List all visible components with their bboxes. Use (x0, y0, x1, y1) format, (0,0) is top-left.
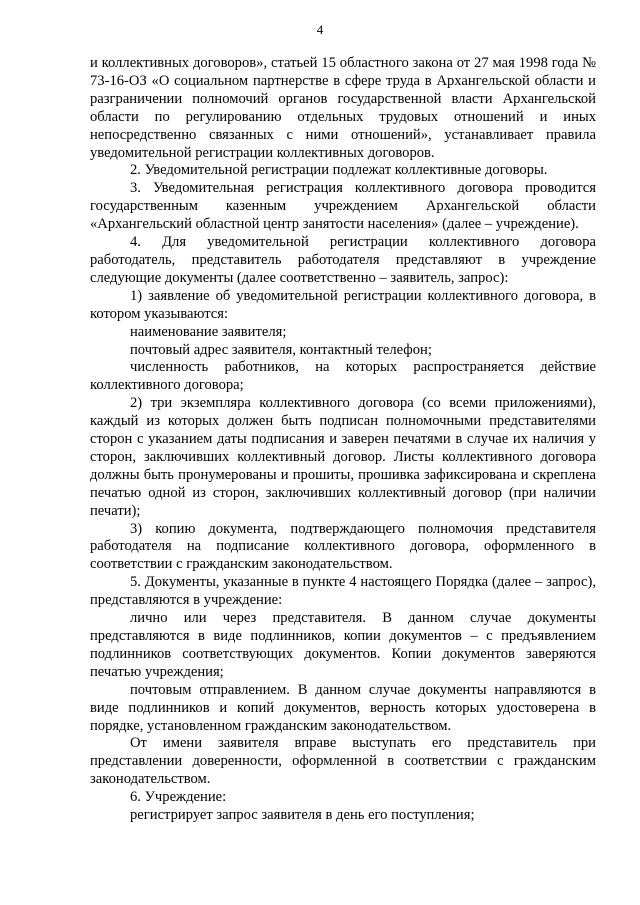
paragraph-continuation: и коллективных договоров», статьей 15 областного закона от 27 мая 1998 года № 73-16-ОЗ «О социальном партнерстве в сфере труда в Архангельской области и разграничении полномочий органов государственной власти Архангельской области по регулированию отдельных трудовых отношений и иных непосредственно связанных с ними отношений», устанавливает правила уведомительной регистрации коллективных договоров. (90, 55, 596, 161)
paragraph-item-5: 5. Документы, указанные в пункте 4 настоящего Порядка (далее – запрос), представляются в учреждение: (90, 574, 596, 609)
paragraph-list-entry: наименование заявителя; (130, 323, 287, 340)
paragraph-representative: От имени заявителя вправе выступать его представитель при представлении доверенности, оформленной в соответствии с гражданским законодательством. (90, 735, 596, 788)
paragraph-list-entry: почтовый адрес заявителя, контактный телефон; (130, 341, 432, 358)
paragraph-subitem-4-2: 2) три экземпляра коллективного договора (со всеми приложениями), каждый из которых должен быть подписан полномочными представителями сторон с указанием даты подписания и заверен печатями в случае их наличия у сторон, заключивших коллективный договор. Листы коллективного договора должны быть пронумерованы и прошиты, прошивка зафиксирована и скреплена печатью одной из сторон, заключивших коллективный договор (при наличии печати); (90, 395, 596, 519)
paragraph-list-entry: численность работников, на которых распространяется действие коллективного договора; (90, 359, 596, 394)
paragraph-item-6: 6. Учреждение: (130, 789, 227, 806)
paragraph-list-entry: почтовым отправлением. В данном случае документы направляются в виде подлинников и копий документов, верность которых удостоверена в порядке, установленном гражданским законодательством. (90, 681, 596, 734)
page-number: 4 (316, 22, 324, 37)
paragraph-item-2: 2. Уведомительной регистрации подлежат коллективные договоры. (130, 162, 548, 179)
paragraph-subitem-4-3: 3) копию документа, подтверждающего полномочия представителя работодателя на подписание коллективного договора, оформленного в соответствии с гражданским законодательством. (90, 520, 596, 573)
paragraph-list-entry: регистрирует запрос заявителя в день его поступления; (130, 807, 475, 824)
paragraph-item-3: 3. Уведомительная регистрация коллективного договора проводится государственным казенным учреждением Архангельской области «Архангельский областной центр занятости населения» (далее – учреждение). (90, 180, 596, 233)
paragraph-item-4: 4. Для уведомительной регистрации коллективного договора работодатель, представитель работодателя представляют в учреждение следующие документы (далее соответственно – заявитель, запрос): (90, 234, 596, 286)
paragraph-subitem-4-1: 1) заявление об уведомительной регистрации коллективного договора, в котором указываются: (90, 287, 596, 322)
paragraph-list-entry: лично или через представителя. В данном случае документы представляются в виде подлинников, копии документов – с предъявлением подлинников соответствующих документов. Копии документов заверяются печатью учреждения; (90, 610, 596, 680)
document-body (90, 55, 596, 825)
